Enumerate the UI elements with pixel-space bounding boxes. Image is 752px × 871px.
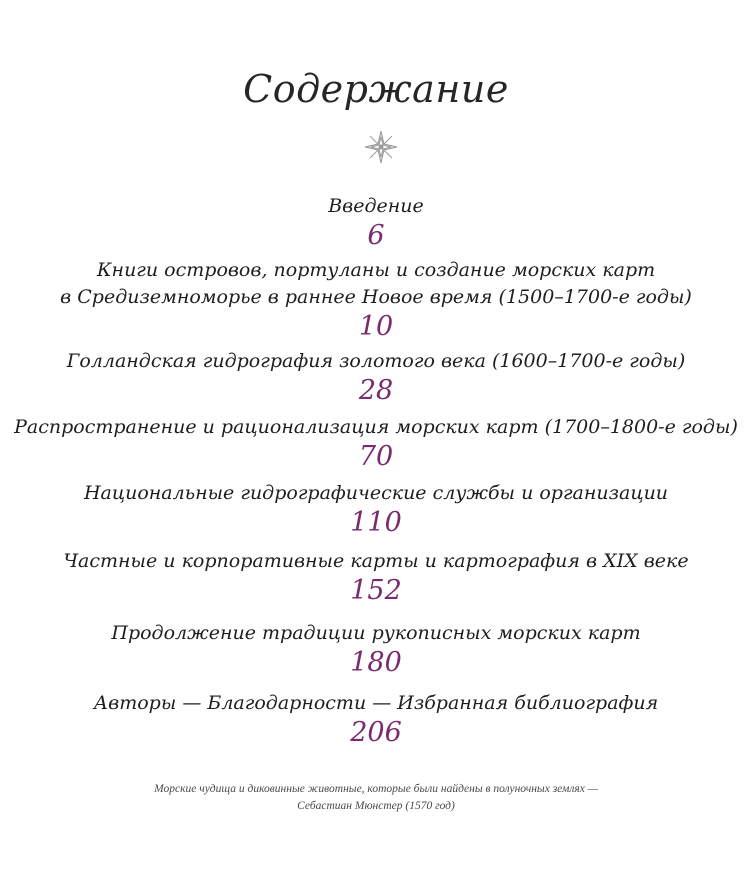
toc-entry-page: 110	[350, 507, 402, 538]
toc-entry-mediterranean[interactable]	[0, 257, 752, 343]
toc-entry-title: Частные и корпоративные карты и картография в XIX веке	[63, 550, 689, 572]
caption-line-1: Морские чудища и диковинные животные, которые были найдены в полуночных землях —	[154, 783, 598, 795]
toc-entry-page: 152	[350, 575, 402, 606]
caption-line-2: Себастиан Мюнстер (1570 год)	[297, 800, 455, 812]
toc-entry-page: 180	[350, 647, 402, 678]
toc-entry-page: 70	[358, 441, 394, 472]
toc-entry-page: 6	[367, 220, 385, 251]
toc-entry-title: Введение	[328, 195, 424, 217]
toc-entry-title: Авторы — Благодарности — Избранная библиография	[93, 692, 659, 714]
page-title: Содержание	[243, 67, 509, 111]
toc-entry-title: Распространение и рационализация морских карт (1700–1800-е годы)	[14, 416, 738, 438]
toc-entry-page: 10	[358, 311, 394, 342]
toc-entry-title: Голландская гидрография золотого века (1600–1700-е годы)	[66, 350, 686, 372]
toc-entry-authors[interactable]	[0, 690, 752, 749]
toc-entry-private-charts[interactable]	[0, 548, 752, 607]
toc-entry-manuscript-tradition[interactable]	[0, 620, 752, 679]
toc-entry-rationalization[interactable]	[0, 414, 752, 473]
toc-entry-page: 28	[358, 375, 394, 406]
image-caption	[0, 781, 752, 815]
toc-entry-national-services[interactable]	[0, 480, 752, 539]
toc-entry-title: Книги островов, портуланы и создание морских карт	[96, 259, 656, 281]
toc-entry-page: 206	[350, 717, 402, 748]
toc-entry-title-line2: в Средиземноморье в раннее Новое время (1500–1700-е годы)	[60, 286, 692, 308]
toc-entry-dutch-hydrography[interactable]	[0, 348, 752, 407]
toc-entry-title: Национальные гидрографические службы и организации	[83, 482, 669, 504]
toc-entry-introduction[interactable]	[0, 193, 752, 252]
compass-rose-icon	[363, 129, 399, 165]
toc-entry-title: Продолжение традиции рукописных морских карт	[111, 622, 641, 644]
